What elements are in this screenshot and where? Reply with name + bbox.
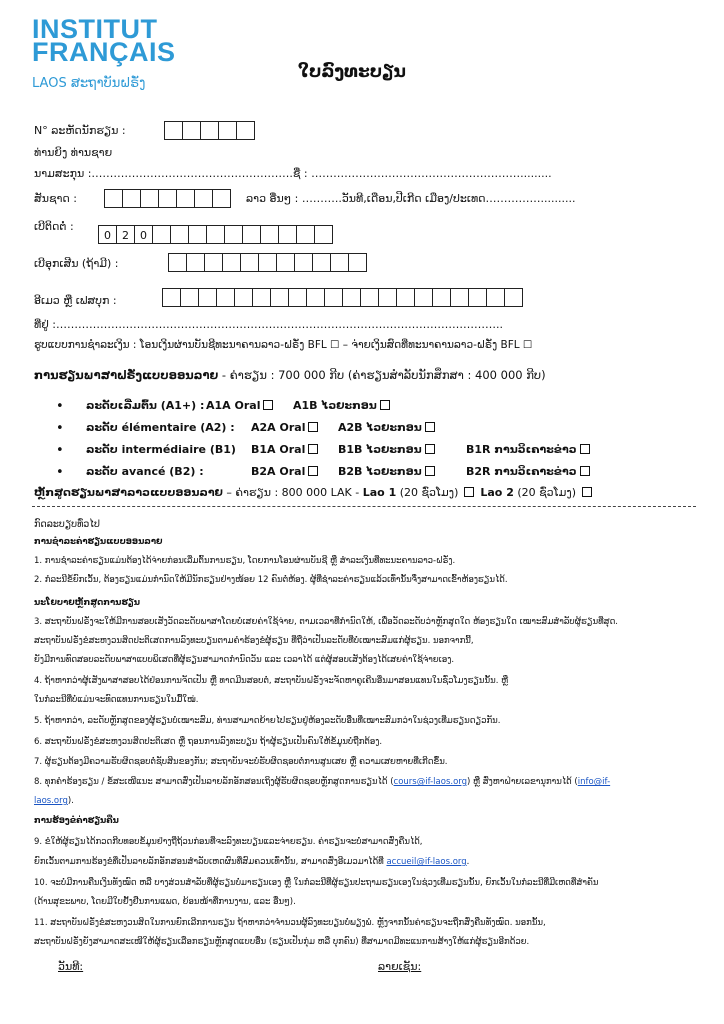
- email-boxes[interactable]: [162, 288, 522, 307]
- checkbox[interactable]: [580, 466, 590, 476]
- logo: [32, 14, 176, 67]
- rule-10b: (ດ້ານສຸຂະພາບ, ໂດຍມີໃບຢັ້ງຢືນການແພດ, ຍ້ອນໜ້າທີ່ການງານ, ແລະ ອື່ນໆ).: [34, 897, 296, 907]
- address-line[interactable]: ທີ່ຢູ່ :…………………………………………………………………………………………………………..: [34, 318, 503, 331]
- box[interactable]: [378, 288, 397, 307]
- rule-8-text: 8. ທຸກຄຳຮ້ອງຮຽນ / ຂໍ້ສະເໜີແນະ ສາມາດສົ່ງເປັນລາຍລັກອັກສອນເຖິງຜູ້ຮັບຜິດຊອບຫຼັກສູດການຮຽນໄດ້ (: [34, 777, 394, 787]
- box[interactable]: [140, 189, 159, 208]
- phone-digit[interactable]: 0: [98, 225, 117, 244]
- level-option[interactable]: B2A Oral: [251, 465, 318, 478]
- checkbox[interactable]: [425, 444, 435, 454]
- dob-line[interactable]: ລາວ ອື່ນໆ : ………..ວັນທີ,ເດືອນ,ປີເກີດ ເມືອງ/ປະເທດ……………..........: [246, 192, 576, 205]
- level-option[interactable]: B2B ໄວຍະກອນ: [338, 465, 435, 478]
- course-lao-text: – ຄ່າຮຽນ : 800 000 LAK -: [222, 486, 363, 499]
- box[interactable]: [218, 121, 237, 140]
- level-option[interactable]: B1R ການວິເຄາະຂ່າວ: [466, 443, 590, 456]
- box[interactable]: [170, 225, 189, 244]
- rule-6: 6. ສະຖາບັນຝຣັ່ງຂໍສະຫງວນສິດປະຕິເສດ ຫຼື ຖອນການລົງທະບຽນ ຖ້າຜູ້ຮຽນເປັນຄົນໃຫ້ຂໍ້ມູນບໍ່ຖືກຕ້ອງ.: [34, 737, 383, 747]
- box[interactable]: [224, 225, 243, 244]
- payment-line[interactable]: ຮູບແບບການຊຳລະເງິນ : ໂອນເງິນຜ່ານບັນຊີທະນາຄານລາວ-ຝຣັ່ງ BFL ☐ – ຈ່າຍເງິນສົດທີ່ທະນາຄານລາວ-ຝຣັ່ງ BFL ☐: [34, 339, 533, 351]
- lao2: Lao 2: [480, 486, 514, 499]
- box[interactable]: [164, 121, 183, 140]
- course-fr-price: - ຄ່າຮຽນ : 700 000 ກີບ (ຄ່າຮຽນສຳລັບນັກສຶກສາ : 400 000 ກີບ): [218, 368, 546, 382]
- box[interactable]: [314, 225, 333, 244]
- course-fr: [34, 368, 546, 382]
- level-option[interactable]: B2R ການວິເຄາະຂ່າວ: [466, 465, 590, 478]
- checkbox[interactable]: [464, 487, 474, 497]
- box[interactable]: [182, 121, 201, 140]
- level-bullet: •: [56, 465, 64, 480]
- lao1-hours: (20 ຊົ່ວໂມງ): [396, 486, 459, 499]
- box[interactable]: [152, 225, 171, 244]
- box[interactable]: [348, 253, 367, 272]
- box[interactable]: [104, 189, 123, 208]
- nationality-boxes[interactable]: [104, 189, 230, 208]
- box[interactable]: [216, 288, 235, 307]
- gender-label[interactable]: ທ່ານຍິງ ທ່ານຊາຍ: [34, 146, 113, 159]
- rule-9b: [34, 857, 469, 867]
- box[interactable]: [414, 288, 433, 307]
- box[interactable]: [162, 288, 181, 307]
- box[interactable]: [330, 253, 349, 272]
- rules-title: ກົດລະບຽບທົ່ວໄປ: [34, 519, 100, 530]
- rule-8-text2: ) ຫຼື ສົ່ງຫາຝ່າຍເລຂານຸການໄດ້ (: [467, 777, 578, 787]
- box[interactable]: [296, 225, 315, 244]
- rule-9a: 9. ຂໍໃຫ້ຜູ້ຮຽນໄດ້ກວດກີບທອບຂໍ້ມູນຢ່າງຖີ່ຖ້ວນກ່ອນທີ່ຈະລົງທະບຽນແລະຈ່າຍຮຽນ. ຄ່າຮຽນຈະບໍ່ສາມາດສົ່ງຄືນໄດ້,: [34, 837, 423, 847]
- box[interactable]: [158, 189, 177, 208]
- rule-4b: ໃນກໍລະນີທີ່ບໍ່ແມ່ນຈະທົດແທນການຮຽນໃນມື້ໃໝ່.: [34, 695, 199, 705]
- box[interactable]: [236, 121, 255, 140]
- box[interactable]: [258, 253, 277, 272]
- box[interactable]: [200, 121, 219, 140]
- box[interactable]: [396, 288, 415, 307]
- phone-label: ເບີຕິດຕໍ່ :: [34, 220, 74, 233]
- box[interactable]: [486, 288, 505, 307]
- section-refund: ການຮ້ອງຂໍຄ່າຮຽນຄືນ: [34, 816, 119, 826]
- box[interactable]: [204, 253, 223, 272]
- section-payment: ການຊຳລະຄ່າຮຽນແບບອອນລາຍ: [34, 537, 163, 547]
- rule-5: 5. ຖ້າຫາກວ່າ, ລະດັບຫຼັກສູດຂອງຜູ້ຮຽນບໍ່ເໝາະສົມ, ທ່ານສາມາດຍ້າຍໄປຮຽນຢູ່ຫ້ອງລະດັບອື່ນທີ່ເໝາະສົມກວ່າໃນຊ່ວງເທີ່ມຮຽນດຽວກັນ.: [34, 716, 501, 726]
- rule-8-end: ).: [67, 796, 74, 806]
- checkbox[interactable]: [580, 444, 590, 454]
- rule-9b-end: .: [466, 857, 470, 867]
- box[interactable]: [306, 288, 325, 307]
- rule-8-cont: [34, 796, 74, 806]
- box[interactable]: [276, 253, 295, 272]
- level-row: •: [56, 399, 64, 414]
- rule-7: 7. ຜູ້ຮຽນຕ້ອງມີຄວາມຮັບຜິດຊອບຕໍ່ຊັບສິນຂອງກັນ; ສະຖາບັນຈະບໍ່ຮັບຜິດຊອບຕໍ່ການສູນເສຍ ຫຼື ຄວາມເສຍຫາຍທີ່ເກີດຂຶ້ນ.: [34, 757, 448, 767]
- email-link-info-cont[interactable]: laos.org: [34, 796, 68, 806]
- rule-3b: ສະຖາບັນຝຣັ່ງຂໍສະຫງວນສິດປະຕິເສດການລົງທະບຽນຕາມຄຳຮ້ອງຂໍຜູ້ຮຽນ ທີ່ຖືວ່າເປັນລະດັບທີ່ບໍ່ເໝາະສົມແກ່ຜູ້ຮຽນ. ນອກຈາກນີ້,: [34, 636, 474, 646]
- box[interactable]: [270, 288, 289, 307]
- logo-line2: FRANÇAIS: [32, 37, 176, 67]
- email-link-cours[interactable]: cours@if-laos.org: [393, 777, 468, 787]
- rule-3c: ຍັງມີການທົດສອບລະດັບພາສາແບບພິເສດທີ່ຜູ້ຮຽນສາມາດກຳນົດວັນ ແລະ ເວລາໄດ້ ແຕ່ຜູ້ສອບເສັງຕ້ອງໄດ້ເສຍຄ່າໃຊ້ຈ່າຍເອງ.: [34, 655, 455, 665]
- box[interactable]: [312, 253, 331, 272]
- box[interactable]: [242, 225, 261, 244]
- checkbox[interactable]: [425, 466, 435, 476]
- box[interactable]: [260, 225, 279, 244]
- signature-label[interactable]: ລາຍເຊັນ:: [378, 960, 422, 973]
- checkbox[interactable]: [308, 466, 318, 476]
- checkbox[interactable]: [582, 487, 592, 497]
- level-option[interactable]: B1A Oral: [251, 443, 318, 456]
- date-label[interactable]: ວັນທີ:: [58, 960, 84, 973]
- box[interactable]: [450, 288, 469, 307]
- rule-11b: ສະຖາບັນຝຣັ່ງຍັງສາມາດສະເໜີໃຫ້ຜູ້ຮຽນເລືອກຮຽນຫຼັກສູດແບບອື່ນ (ຮຽນເປັນກຸ່ມ ຫລື ບຸກຄົນ) ທີ່ສາມາດມີທະແນການສ້າງໃຫ້ແກ່ຜູ້ຮຽນອີກດ້ວຍ.: [34, 937, 530, 947]
- rule-11a: 11. ສະຖາບັນຝຣັ່ງຂໍສະຫງວນສິດໃນການຍົກເລີກການຮຽນ ຖ້າຫາກວ່າຈຳນວນຜູ້ລົງທະບຽນບໍ່ພຽງພໍ. ຫຼັງຈາກນັ້ນຄ່າຮຽນຈະຖືກສົ່ງຄືນທັງໝົດ. ນອກນັ້ນ,: [34, 918, 546, 928]
- level-label: ລະດັບເລີ່ມຕົ້ນ (A1+) :: [86, 399, 205, 412]
- box[interactable]: [360, 288, 379, 307]
- rule-4a: 4. ຖ້າຫາກວ່າຜູ້ເສັງພາສາສອບໄດ້ຢ່ອນການຈັດເປັນ ຫຼື ທາດມີນສອບຕໍ່, ສະຖາບັນຝຣັ່ງຈະຈັດຫາຄູເຄີນອີ່ນມາສອນແທນໃນຊົ່ວໂມງຮຽນນັ້ນ. ຫຼື: [34, 676, 509, 686]
- course-fr-heading: ການຮຽນພາສາຝຣັ່ງແບບອອນລາຍ: [34, 368, 219, 382]
- rule-2: 2. ກໍລະນີຂໍ້ຍົກເວັ້ນ, ຕ້ອງຮຽນແມ່ນກຳນົດໃຫ້ມີນັກຮຽນຢ່າງໜ້ອຍ 12 ຄົນຕໍ່ຫ້ອງ. ຜູ້ທີ່ຊຳລະຄ່າຮຽນແລ້ວເທົ່ານັ້ນຈຶ່ງສາມາດເຂົ້າຫ້ອງຮຽນໄດ້.: [34, 575, 508, 585]
- page-title: ໃບລົງທະບຽນ: [298, 62, 406, 82]
- email-link-accueil[interactable]: accueil@if-laos.org: [386, 857, 467, 867]
- box[interactable]: [504, 288, 523, 307]
- box[interactable]: [278, 225, 297, 244]
- logo-line1: INSTITUT: [32, 14, 158, 44]
- surname-line[interactable]: ນາມສະກຸນ :……………………………………………….ຊື່ : ………………………………………………….........: [34, 167, 552, 180]
- box[interactable]: [176, 189, 195, 208]
- emergency-boxes[interactable]: [168, 253, 366, 272]
- level-option[interactable]: A1B ໄວຍະກອນ: [293, 399, 390, 412]
- box[interactable]: [122, 189, 141, 208]
- box[interactable]: [240, 253, 259, 272]
- box[interactable]: [252, 288, 271, 307]
- rule-1: 1. ການຊຳລະຄ່າຮຽນແມ່ນຕ້ອງໄດ້ຈ່າຍກ່ອນເລີ່ມຕົ້ນການຮຽນ, ໂດຍການໂອນຜ່ານບັນຊີ ຫຼື ສຳລະເງິນທີ່ທະນະຄານລາວ-ຝຣັ່ງ.: [34, 556, 456, 566]
- box[interactable]: [222, 253, 241, 272]
- email-link-info[interactable]: info@if-: [577, 777, 611, 787]
- section-policy: ນະໂຍບາຍຫຼັກສູດການຮຽນ: [34, 598, 140, 608]
- box[interactable]: [342, 288, 361, 307]
- level-option[interactable]: A2B ໄວຍະກອນ: [338, 421, 435, 434]
- checkbox[interactable]: [380, 400, 390, 410]
- box[interactable]: [194, 189, 213, 208]
- rule-8: [34, 777, 610, 787]
- box[interactable]: [234, 288, 253, 307]
- student-no-label: N° ລະຫັດນັກຮຽນ :: [34, 124, 126, 137]
- rule-9b-text: ຍົກເວັ້ນຕາມການຮ້ອງຂໍທີ່ເປັນລາຍລັກອັກສອນສຳລັບເຫດຜົນທີ່ສົມຄວນເທົ່ານັ້ນ, ສາມາດສົ່ງອີເມວມາໄດ້ທີ່: [34, 857, 387, 867]
- level-label: ລະດັບ avancé (B2) :: [86, 465, 204, 478]
- box[interactable]: [432, 288, 451, 307]
- box[interactable]: [188, 225, 207, 244]
- lao1: Lao 1: [362, 486, 397, 499]
- rule-10a: 10. ຈະບໍ່ມີການຄືນເງິນທັງໝົດ ຫລື ບາງສ່ວນສຳລັບທີ່ຜູ້ຮຽນບໍ່ມາຮຽນເອງ ຫຼື ໃນກໍລະນີທີ່ຜູ້ຮຽນປະຖາມຮຽນເອງໃນຊ່ວງເທີ່ມຮຽນນັ້ນ, ຍົກເວັ້ນໃນກໍລະນີທີ່ມີເຫດທີ່ສຳຄັນ: [34, 878, 599, 888]
- divider: [32, 506, 696, 507]
- course-lao-heading: ຫຼັກສູດຮຽນພາສາລາວແບບອອນລາຍ: [34, 486, 223, 499]
- level-label: ລະດັບ élémentaire (A2) :: [86, 421, 235, 434]
- box[interactable]: [180, 288, 199, 307]
- checkbox[interactable]: [308, 422, 318, 432]
- phone-digit[interactable]: 2: [116, 225, 135, 244]
- nationality-label: ສັນຊາດ :: [34, 192, 77, 205]
- box[interactable]: [288, 288, 307, 307]
- level-label: ລະດັບ intermédiaire (B1): [86, 443, 236, 456]
- phone-boxes[interactable]: [98, 225, 332, 244]
- email-label: ອີເມວ ຫຼື ເຟສບຸກ :: [34, 294, 117, 307]
- level-option[interactable]: A1A Oral: [206, 399, 273, 412]
- lao2-hours: (20 ຊົ່ວໂມງ): [513, 486, 576, 499]
- box[interactable]: [168, 253, 187, 272]
- logo-subtitle: LAOS ສະຖາບັນຝຣັ່ງ: [32, 76, 146, 91]
- rule-3a: 3. ສະຖາບັນຝຣັ່ງຈະໃຫ້ມີການສອບເສັງວັດລະດັບພາສາໂດຍບໍ່ເສຍຄ່າໃຊ້ຈ່າຍ, ຕາມເວລາທີ່ກຳນົດໃຫ້, ເພື່ອວັດລະດັບວ່າຫຼັກສູດໃດ ຫ້ອງຮຽນໃດ ເໝາະສົມສຳລັບຜູ້ຮຽນທີ່ສຸດ.: [34, 617, 619, 627]
- phone-digit[interactable]: 0: [134, 225, 153, 244]
- box[interactable]: [206, 225, 225, 244]
- box[interactable]: [468, 288, 487, 307]
- student-no-boxes[interactable]: [164, 121, 254, 140]
- checkbox[interactable]: [263, 400, 273, 410]
- level-option[interactable]: A2A Oral: [251, 421, 318, 434]
- box[interactable]: [324, 288, 343, 307]
- level-option[interactable]: B1B ໄວຍະກອນ: [338, 443, 435, 456]
- checkbox[interactable]: [308, 444, 318, 454]
- level-bullet: •: [56, 443, 64, 458]
- checkbox[interactable]: [425, 422, 435, 432]
- level-bullet: •: [56, 421, 64, 436]
- box[interactable]: [212, 189, 231, 208]
- box[interactable]: [186, 253, 205, 272]
- course-lao: [34, 486, 592, 499]
- emergency-label: ເບີອຸກເສີນ (ຖ້າມີ) :: [34, 257, 119, 270]
- box[interactable]: [198, 288, 217, 307]
- box[interactable]: [294, 253, 313, 272]
